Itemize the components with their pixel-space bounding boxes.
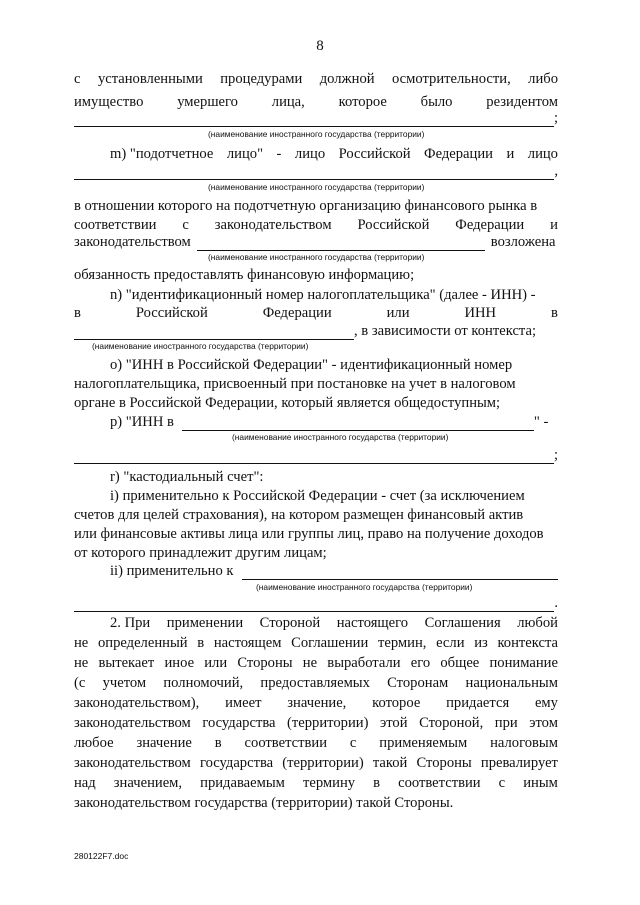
blank-line-2: , <box>74 162 558 180</box>
clause-r: r) "кастодиальный счет": <box>110 469 264 485</box>
fill-in-blank <box>74 598 554 612</box>
paragraph-2-line-2: не определенный в настоящем Соглашении термин, если из контекста <box>74 635 558 651</box>
field-caption: (наименование иностранного государства (территории) <box>208 252 425 262</box>
text-line-1: с установленными процедурами должной осмотрительности, либо <box>74 71 558 87</box>
fill-in-blank <box>197 237 485 251</box>
field-caption: (наименование иностранного государства (территории) <box>256 582 473 592</box>
field-caption: (наименование иностранного государства (территории) <box>208 129 425 139</box>
paragraph-2-line-6: законодательством государства (территории) этой Стороной, при этом <box>74 715 558 731</box>
blank-line-4: . <box>74 594 558 612</box>
fill-in-blank <box>74 113 554 127</box>
text-line: от которого принадлежит другим лицам; <box>74 545 327 561</box>
paragraph-2-line-3: не вытекает иное или Стороны не выработали его общее понимание <box>74 655 558 671</box>
fill-in-blank <box>74 166 554 180</box>
text-line: органе в Российской Федерации, который является общедоступным; <box>74 395 501 411</box>
footer-filename: 280122F7.doc <box>74 851 129 861</box>
text-line-with-blank: , в зависимости от контекста; <box>74 322 558 340</box>
text-line: соответствии с законодательством Российской Федерации и <box>74 217 558 233</box>
paragraph-2-line-5: законодательством), имеет значение, которое придается ему <box>74 695 558 711</box>
paragraph-2-line-7: любое значение в соответствии с применяемым налоговым <box>74 735 558 751</box>
blank-line-3: ; <box>74 446 558 464</box>
paragraph-2-line-4: (с учетом полномочий, предоставляемых Сторонам национальным <box>74 675 558 691</box>
clause-m: m) "подотчетное лицо" - лицо Российской Федерации и лицо <box>110 146 558 162</box>
fill-in-blank <box>242 566 558 580</box>
text-line: счетов для целей страхования), на котором размещен финансовый актив <box>74 507 524 523</box>
text-line: обязанность предоставлять финансовую информацию; <box>74 267 415 283</box>
paragraph-2-line-8: законодательством государства (территории) такой Стороны превалирует <box>74 755 558 771</box>
subclause-ii: ii) применительно к <box>110 562 558 580</box>
clause-p: р) "ИНН в " - <box>110 414 549 430</box>
field-caption: (наименование иностранного государства (территории) <box>232 432 449 442</box>
text-line-2: имущество умершего лица, которое было резидентом <box>74 94 558 110</box>
field-caption: (наименование иностранного государства (территории) <box>92 341 309 351</box>
paragraph-2-line-9: над значением, придаваемым термину в соответствии с иным <box>74 775 558 791</box>
paragraph-2-line-1: 2. При применении Стороной настоящего Соглашения любой <box>110 615 558 631</box>
subclause-i: i) применительно к Российской Федерации - счет (за исключением <box>110 488 525 504</box>
fill-in-blank <box>182 417 534 431</box>
text-line-with-blank: законодательством возложена <box>74 234 556 250</box>
text-line: налогоплательщика, присвоенный при постановке на учет в налоговом <box>74 376 516 392</box>
text-line: или финансовые активы лица или группы лиц, право на получение доходов <box>74 526 544 542</box>
clause-o: о) "ИНН в Российской Федерации" - идентификационный номер <box>110 357 513 373</box>
text-line: в Российской Федерации или ИНН в <box>74 305 558 321</box>
text-line: в отношении которого на подотчетную организацию финансового рынка в <box>74 198 538 214</box>
clause-n: n) "идентификационный номер налогоплательщика" (далее - ИНН) - <box>110 287 536 303</box>
fill-in-blank <box>74 450 554 464</box>
fill-in-blank <box>74 326 354 340</box>
paragraph-2-line-10: законодательством государства (территории) такой Стороны. <box>74 795 454 811</box>
page-number: 8 <box>316 38 324 54</box>
blank-line-1: ; <box>74 109 558 127</box>
field-caption: (наименование иностранного государства (территории) <box>208 182 425 192</box>
